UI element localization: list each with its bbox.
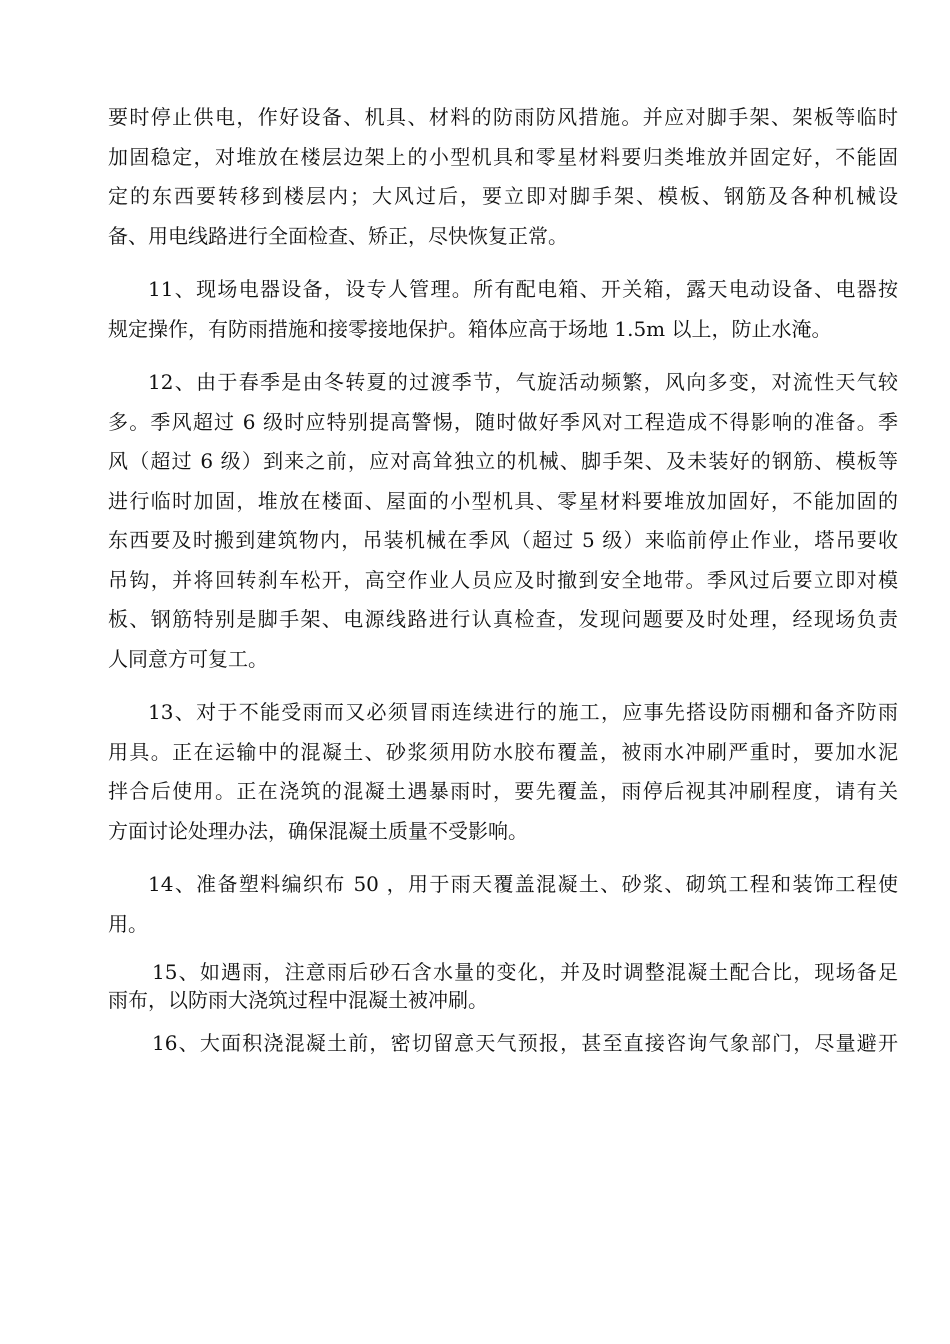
text-line: 进行临时加固，堆放在楼面、屋面的小型机具、零星材料要堆放加固好，不能加固的 xyxy=(108,488,898,513)
paragraph-item-16 xyxy=(108,1024,898,1064)
text-line: 16、大面积浇混凝土前，密切留意天气预报，甚至直接咨询气象部门，尽量避开 xyxy=(152,1031,898,1055)
text-line: 13、对于不能受雨而又必须冒雨连续进行的施工，应事先搭设防雨棚和备齐防雨 xyxy=(148,700,898,724)
text-line: 用具。正在运输中的混凝土、砂浆须用防水胶布覆盖，被雨水冲刷严重时，要加水泥 xyxy=(108,739,898,764)
text-line: 多。季风超过 6 级时应特别提高警惕，随时做好季风对工程造成不得影响的准备。季 xyxy=(108,409,898,434)
text-line: 方面讨论处理办法，确保混凝土质量不受影响。 xyxy=(108,818,528,843)
text-line: 风（超过 6 级）到来之前，应对高耸独立的机械、脚手架、及未装好的钢筋、模板等 xyxy=(108,449,898,473)
text-line: 拌合后使用。正在浇筑的混凝土遇暴雨时，要先覆盖，雨停后视其冲刷程度，请有关 xyxy=(108,779,898,803)
text-line: 备、用电线路进行全面检查、矫正，尽快恢复正常。 xyxy=(108,223,568,248)
text-line: 用。 xyxy=(108,911,148,936)
text-line: 14、准备塑料编织布 50 ，用于雨天覆盖混凝土、砂浆、砌筑工程和装饰工程使 xyxy=(148,872,898,896)
paragraph-item-15 xyxy=(108,958,898,1014)
paragraph-item-14 xyxy=(108,865,898,944)
paragraph-item-11 xyxy=(108,270,898,349)
text-line: 加固稳定，对堆放在楼层边架上的小型机具和零星材料要归类堆放并固定好，不能固 xyxy=(108,144,898,169)
paragraph-item-12 xyxy=(108,363,898,679)
text-line: 吊钩，并将回转刹车松开，高空作业人员应及时撤到安全地带。季风过后要立即对模 xyxy=(108,567,898,592)
text-line: 雨布，以防雨大浇筑过程中混凝土被冲刷。 xyxy=(108,988,488,1012)
paragraph-item-13 xyxy=(108,693,898,851)
text-line: 定的东西要转移到楼层内；大风过后，要立即对脚手架、模板、钢筋及各种机械设 xyxy=(108,184,898,208)
text-line: 12、由于春季是由冬转夏的过渡季节，气旋活动频繁，风向多变，对流性天气较 xyxy=(148,370,898,394)
paragraph-continued xyxy=(108,98,898,256)
text-line: 板、钢筋特别是脚手架、电源线路进行认真检查，发现问题要及时处理，经现场负责 xyxy=(108,607,898,631)
text-line: 东西要及时搬到建筑物内，吊装机械在季风（超过 5 级）来临前停止作业，塔吊要收 xyxy=(108,528,898,552)
text-line: 11、现场电器设备，设专人管理。所有配电箱、开关箱，露天电动设备、电器按 xyxy=(148,277,898,301)
text-line: 15、如遇雨，注意雨后砂石含水量的变化，并及时调整混凝土配合比，现场备足 xyxy=(152,960,898,984)
document-page xyxy=(108,98,898,1064)
text-line: 规定操作，有防雨措施和接零接地保护。箱体应高于场地 1.5m 以上，防止水淹。 xyxy=(108,316,832,341)
text-line: 人同意方可复工。 xyxy=(108,646,268,671)
text-line: 要时停止供电，作好设备、机具、材料的防雨防风措施。并应对脚手架、架板等临时 xyxy=(108,105,898,129)
